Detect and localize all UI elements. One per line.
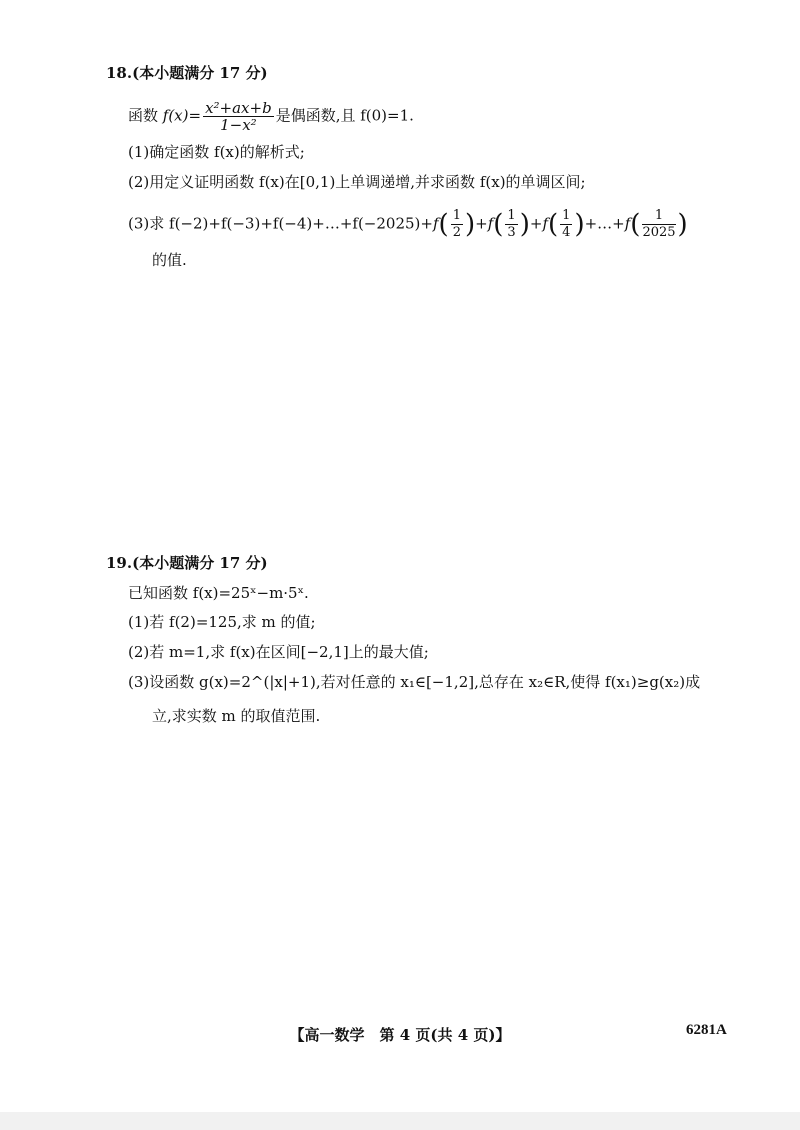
- q18-part3: (3)求 f(−2)+f(−3)+f(−4)+…+f(−2025)+f( $\frac{1}{2}$ )+f( $\frac{1}{3}$ )+f( $\frac{1}{4}$ )+…+f( $\frac{1}{2025}$ ): [128, 208, 688, 240]
- q18-fx: f(x)=: [162, 106, 202, 125]
- q18-intro-pre: 函数: [128, 106, 163, 125]
- q19-title: 19.(本小题满分 17 分): [106, 554, 268, 572]
- frac-quarter: $\frac{1}{4}$: [562, 208, 571, 240]
- q19-part1: (1)若 f(2)=125,求 m 的值;: [128, 613, 316, 631]
- scan-edge: [0, 1112, 800, 1130]
- q18-fraction: [203, 100, 274, 133]
- q18-intro: [128, 100, 414, 133]
- f-symbol: f: [432, 214, 439, 233]
- q19-part3-line1: (3)设函数 g(x)=2^(|x|+1),若对任意的 x₁∈[−1,2],总存在 x₂∈R,使得 f(x₁)≥g(x₂)成: [128, 673, 701, 691]
- q18-title: 18.(本小题满分 17 分): [106, 64, 268, 82]
- frac-2025: $\frac{1}{2025}$: [642, 208, 676, 240]
- paper-code: 6281A: [686, 1022, 727, 1038]
- q18-part2: (2)用定义证明函数 f(x)在[0,1)上单调递增,并求函数 f(x)的单调区间;: [128, 173, 586, 191]
- page-footer: 【高一数学 第 4 页(共 4 页)】: [289, 1026, 511, 1044]
- q18-frac-num: x²+ax+b: [205, 99, 272, 117]
- frac-half: $\frac{1}{2}$: [452, 208, 461, 240]
- q18-part3-end: 的值.: [152, 251, 187, 269]
- q18-part3-pre: (3)求 f(−2)+f(−3)+f(−4)+…+f(−2025)+: [128, 214, 433, 233]
- q19-intro: 已知函数 f(x)=25ˣ−m·5ˣ.: [128, 584, 309, 602]
- q19-part3-line2: 立,求实数 m 的取值范围.: [152, 707, 321, 725]
- frac-third: $\frac{1}{3}$: [507, 208, 516, 240]
- q19-part2: (2)若 m=1,求 f(x)在区间[−2,1]上的最大值;: [128, 643, 429, 661]
- q18-intro-post: 是偶函数,且 f(0)=1.: [275, 106, 414, 125]
- q18-part1: (1)确定函数 f(x)的解析式;: [128, 143, 305, 161]
- q18-frac-den: 1−x²: [220, 116, 257, 134]
